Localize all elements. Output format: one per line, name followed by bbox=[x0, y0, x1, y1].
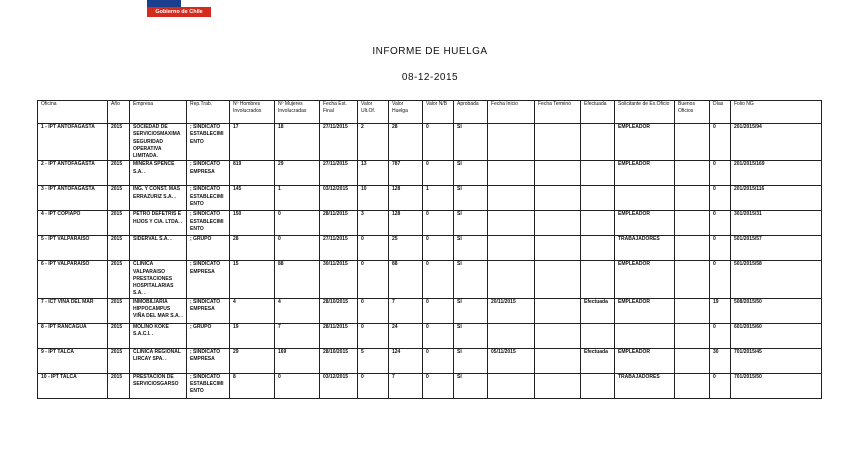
table-cell: 819 bbox=[230, 161, 275, 186]
table-cell: 28 bbox=[389, 124, 423, 161]
table-cell bbox=[488, 323, 535, 348]
table-cell: 25 bbox=[389, 236, 423, 261]
table-cell: INMOBILIARIA HIPPOCAMPUS VIÑA DEL MAR S.A. . bbox=[130, 298, 187, 323]
table-cell: 27/11/2015 bbox=[320, 124, 358, 161]
table-cell: 0 bbox=[710, 373, 731, 398]
table-cell: 13 bbox=[358, 161, 389, 186]
table-cell: 8 bbox=[230, 373, 275, 398]
table-row bbox=[38, 348, 822, 373]
table-cell: 24 bbox=[389, 323, 423, 348]
table-cell bbox=[675, 236, 710, 261]
table-cell: SIDERVAL S.A. . bbox=[130, 236, 187, 261]
table-cell: TRABAJADORES bbox=[615, 373, 675, 398]
table-cell: 0 bbox=[275, 236, 320, 261]
table-cell: 0 bbox=[710, 211, 731, 236]
table-cell bbox=[675, 348, 710, 373]
table-cell: PETRO DEFETRIS E HIJOS Y CIA. LTDA. . bbox=[130, 211, 187, 236]
table-cell bbox=[535, 348, 581, 373]
table-cell: 19 bbox=[230, 323, 275, 348]
table-cell: SI bbox=[454, 261, 488, 298]
table-cell: 201/2015/94 bbox=[731, 124, 822, 161]
table-cell: 1 bbox=[423, 186, 454, 211]
table-cell: Efectuada bbox=[581, 348, 615, 373]
table-cell: 0 bbox=[358, 236, 389, 261]
table-row bbox=[38, 124, 822, 161]
table-cell bbox=[581, 236, 615, 261]
table-cell: 0 bbox=[423, 124, 454, 161]
column-header: Valor N/B bbox=[423, 101, 454, 124]
table-cell: 05/11/2015 bbox=[488, 348, 535, 373]
table-cell: 27/11/2015 bbox=[320, 236, 358, 261]
table-cell bbox=[488, 373, 535, 398]
table-cell bbox=[615, 186, 675, 211]
table-cell: ; SINDICATO EMPRESA bbox=[187, 261, 230, 298]
table-cell bbox=[535, 236, 581, 261]
report-title: INFORME DE HUELGA bbox=[372, 46, 488, 57]
table-cell: EMPLEADOR bbox=[615, 124, 675, 161]
table-cell bbox=[675, 161, 710, 186]
table-cell: EMPLEADOR bbox=[615, 261, 675, 298]
table-cell bbox=[488, 236, 535, 261]
table-cell: 0 bbox=[423, 323, 454, 348]
table-cell: 701/2015/50 bbox=[731, 373, 822, 398]
table-cell: 4 bbox=[275, 298, 320, 323]
table-cell: 128 bbox=[389, 211, 423, 236]
table-cell: 0 bbox=[358, 373, 389, 398]
table-cell: ; SINDICATO ESTABLECIMIENTO bbox=[187, 373, 230, 398]
table-cell: 601/2015/60 bbox=[731, 323, 822, 348]
table-cell: 2015 bbox=[108, 373, 130, 398]
table-cell: 0 bbox=[423, 298, 454, 323]
table-cell: 4 bbox=[230, 298, 275, 323]
table-row bbox=[38, 236, 822, 261]
table-cell: 0 bbox=[710, 261, 731, 298]
table-cell: MOLINO KOKE S.A.C.I. . bbox=[130, 323, 187, 348]
table-cell: 0 bbox=[423, 261, 454, 298]
table-cell bbox=[581, 161, 615, 186]
column-header: Fecha Termino bbox=[535, 101, 581, 124]
table-header bbox=[38, 101, 822, 124]
table-cell: 9 - IPT TALCA bbox=[38, 348, 108, 373]
table-cell: 0 bbox=[358, 261, 389, 298]
table-cell: 701/2015/45 bbox=[731, 348, 822, 373]
table-cell: TRABAJADORES bbox=[615, 236, 675, 261]
table-cell: 17 bbox=[230, 124, 275, 161]
column-header: Valor Huelga bbox=[389, 101, 423, 124]
table-cell: 0 bbox=[710, 323, 731, 348]
table-cell: 0 bbox=[423, 348, 454, 373]
table-cell: EMPLEADOR bbox=[615, 211, 675, 236]
report-date: 08-12-2015 bbox=[401, 72, 459, 83]
table-cell bbox=[581, 186, 615, 211]
table-cell bbox=[581, 373, 615, 398]
table-cell: 0 bbox=[710, 186, 731, 211]
logo-blue-band bbox=[147, 0, 181, 7]
table-cell: 0 bbox=[423, 161, 454, 186]
table-cell: 2015 bbox=[108, 236, 130, 261]
table-cell: 29 bbox=[230, 348, 275, 373]
table-cell: 03/12/2015 bbox=[320, 373, 358, 398]
table-cell bbox=[581, 323, 615, 348]
table-cell: 88 bbox=[275, 261, 320, 298]
table-cell: 2 bbox=[358, 124, 389, 161]
table-cell bbox=[488, 161, 535, 186]
table-cell: 29 bbox=[275, 161, 320, 186]
table-cell: 0 bbox=[423, 236, 454, 261]
column-header: Días bbox=[710, 101, 731, 124]
table-cell: 501/2015/58 bbox=[731, 261, 822, 298]
table-cell: 10 - IPT TALCA bbox=[38, 373, 108, 398]
table-cell: 28 bbox=[230, 236, 275, 261]
table-cell bbox=[675, 373, 710, 398]
column-header: Oficina bbox=[38, 101, 108, 124]
table-cell bbox=[535, 323, 581, 348]
table-cell bbox=[581, 261, 615, 298]
table-cell: CLINICA VALPARAISO PRESTACIONES HOSPITALARIAS S.A. . bbox=[130, 261, 187, 298]
table-cell: Efectuada bbox=[581, 298, 615, 323]
table-cell: 0 bbox=[710, 161, 731, 186]
table-cell: SI bbox=[454, 348, 488, 373]
table-cell: ; GRUPO bbox=[187, 236, 230, 261]
table-cell: 2015 bbox=[108, 348, 130, 373]
column-header: Valor Ult.Of. bbox=[358, 101, 389, 124]
strike-report-table bbox=[37, 100, 822, 399]
column-header: Fecha Inicio bbox=[488, 101, 535, 124]
table-cell: EMPLEADOR bbox=[615, 348, 675, 373]
table-cell: SI bbox=[454, 236, 488, 261]
table-cell bbox=[581, 124, 615, 161]
table-cell: 18 bbox=[275, 124, 320, 161]
table-cell: SI bbox=[454, 373, 488, 398]
table-cell: ; SINDICATO EMPRESA bbox=[187, 298, 230, 323]
table-row bbox=[38, 161, 822, 186]
table-cell: 501/2015/57 bbox=[731, 236, 822, 261]
logo-text: Gobierno de Chile bbox=[155, 9, 203, 15]
table-cell: PRESTACION DE SERVICIOSGARSO bbox=[130, 373, 187, 398]
table-cell: 301/2015/31 bbox=[731, 211, 822, 236]
table-cell: 124 bbox=[389, 348, 423, 373]
table-cell: 0 bbox=[710, 236, 731, 261]
table-cell: ; SINDICATO ESTABLECIMIENTO bbox=[187, 124, 230, 161]
table-cell: 0 bbox=[358, 298, 389, 323]
table-cell: ; SINDICATO ESTABLECIMIENTO bbox=[187, 211, 230, 236]
table-row bbox=[38, 186, 822, 211]
table-cell bbox=[675, 186, 710, 211]
table-cell: 145 bbox=[230, 186, 275, 211]
table-cell: 0 bbox=[710, 124, 731, 161]
table-cell bbox=[675, 261, 710, 298]
table-cell: 0 bbox=[423, 373, 454, 398]
table-cell: 28/11/2015 bbox=[320, 211, 358, 236]
table-cell bbox=[488, 124, 535, 161]
table-cell: 0 bbox=[275, 373, 320, 398]
table-cell: SOCIEDAD DE SERVICIOSMAXIMA SEGURIDAD OPERATIVA LIMITADA. bbox=[130, 124, 187, 161]
table-cell: ; SINDICATO ESTABLECIMIENTO bbox=[187, 186, 230, 211]
table-cell bbox=[488, 186, 535, 211]
table-cell bbox=[535, 161, 581, 186]
table-cell: 19 bbox=[710, 298, 731, 323]
table-cell: SI bbox=[454, 323, 488, 348]
column-header: Fecha Est. Final bbox=[320, 101, 358, 124]
table-cell: SI bbox=[454, 124, 488, 161]
table-cell: 7 - ICT VIÑA DEL MAR bbox=[38, 298, 108, 323]
table-cell bbox=[581, 211, 615, 236]
table-cell: 508/2015/50 bbox=[731, 298, 822, 323]
table-cell: CLINICA REGIONAL LIRCAY SPA. . bbox=[130, 348, 187, 373]
table-cell: 30/11/2015 bbox=[320, 261, 358, 298]
table-cell: SI bbox=[454, 186, 488, 211]
table-cell: 1 - IPT ANTOFAGASTA bbox=[38, 124, 108, 161]
table-cell bbox=[615, 323, 675, 348]
table-cell: 2015 bbox=[108, 186, 130, 211]
column-header: Nº Hombres Involucrados bbox=[230, 101, 275, 124]
table-cell: 5 bbox=[358, 348, 389, 373]
column-header: Buenos Oficios bbox=[675, 101, 710, 124]
table-cell: ING. Y CONST. MAS ERRAZURIZ S.A. . bbox=[130, 186, 187, 211]
table-cell: 10 bbox=[358, 186, 389, 211]
table-cell bbox=[488, 261, 535, 298]
table-row bbox=[38, 323, 822, 348]
table-cell: ; SINDICATO EMPRESA bbox=[187, 161, 230, 186]
table-cell: 7 bbox=[389, 298, 423, 323]
table-cell: 28/11/2015 bbox=[320, 323, 358, 348]
table-cell: 2 - IPT ANTOFAGASTA bbox=[38, 161, 108, 186]
table-cell bbox=[535, 373, 581, 398]
table-cell: 3 bbox=[358, 211, 389, 236]
column-header: Nº Mujeres Involucradas bbox=[275, 101, 320, 124]
table-cell: 1 bbox=[275, 186, 320, 211]
table-cell bbox=[675, 298, 710, 323]
table-cell: MINERA SPENCE S.A. . bbox=[130, 161, 187, 186]
table-cell: 6 - IPT VALPARAISO bbox=[38, 261, 108, 298]
table-cell bbox=[535, 261, 581, 298]
table-cell bbox=[535, 211, 581, 236]
table-row bbox=[38, 373, 822, 398]
table-cell: ; SINDICATO EMPRESA bbox=[187, 348, 230, 373]
table-cell: 2015 bbox=[108, 161, 130, 186]
column-header: Aprobada bbox=[454, 101, 488, 124]
table-cell: 2015 bbox=[108, 323, 130, 348]
table-cell: 2015 bbox=[108, 211, 130, 236]
column-header: Folio NG bbox=[731, 101, 822, 124]
column-header: Año bbox=[108, 101, 130, 124]
table-cell: 201/2015/169 bbox=[731, 161, 822, 186]
table-cell: 15 bbox=[230, 261, 275, 298]
table-cell: 201/2015/116 bbox=[731, 186, 822, 211]
table-row bbox=[38, 211, 822, 236]
table-cell: 0 bbox=[423, 211, 454, 236]
table-cell: 28/10/2015 bbox=[320, 298, 358, 323]
table-cell bbox=[488, 211, 535, 236]
table-cell: 88 bbox=[389, 261, 423, 298]
table-cell: 20/11/2015 bbox=[488, 298, 535, 323]
column-header: Empresa bbox=[130, 101, 187, 124]
table-cell bbox=[535, 186, 581, 211]
table-cell: 169 bbox=[275, 348, 320, 373]
government-logo bbox=[147, 0, 211, 17]
table-cell: 4 - IPT COPIAPO bbox=[38, 211, 108, 236]
table-cell: 2015 bbox=[108, 298, 130, 323]
table-cell: EMPLEADOR bbox=[615, 298, 675, 323]
table-cell: 2015 bbox=[108, 124, 130, 161]
table-cell: 03/12/2015 bbox=[320, 186, 358, 211]
table-cell: 128 bbox=[389, 186, 423, 211]
table-cell bbox=[675, 124, 710, 161]
table-cell bbox=[535, 124, 581, 161]
table-cell: 30 bbox=[710, 348, 731, 373]
table-cell: 8 - IPT RANCAGUA bbox=[38, 323, 108, 348]
table-row bbox=[38, 261, 822, 298]
table-cell: 28/10/2015 bbox=[320, 348, 358, 373]
table-cell: 5 - IPT VALPARAISO bbox=[38, 236, 108, 261]
table-cell: EMPLEADOR bbox=[615, 161, 675, 186]
table-cell bbox=[675, 211, 710, 236]
table-cell bbox=[675, 323, 710, 348]
table-cell: 7 bbox=[389, 373, 423, 398]
table-cell: 0 bbox=[275, 211, 320, 236]
table-cell: 2015 bbox=[108, 261, 130, 298]
table-cell: 150 bbox=[230, 211, 275, 236]
table-cell: SI bbox=[454, 298, 488, 323]
table-cell: 27/11/2015 bbox=[320, 161, 358, 186]
table-row bbox=[38, 298, 822, 323]
table-cell: ; GRUPO bbox=[187, 323, 230, 348]
column-header: Solicitante de Ex.Oficio bbox=[615, 101, 675, 124]
column-header: Rep.Trab. bbox=[187, 101, 230, 124]
table-body bbox=[38, 124, 822, 399]
table-cell bbox=[535, 298, 581, 323]
table-cell: 787 bbox=[389, 161, 423, 186]
table-cell: SI bbox=[454, 211, 488, 236]
table-cell: 3 - IPT ANTOFAGASTA bbox=[38, 186, 108, 211]
column-header: Efectuada bbox=[581, 101, 615, 124]
table-cell: SI bbox=[454, 161, 488, 186]
table-cell: 7 bbox=[275, 323, 320, 348]
table-cell: 0 bbox=[358, 323, 389, 348]
